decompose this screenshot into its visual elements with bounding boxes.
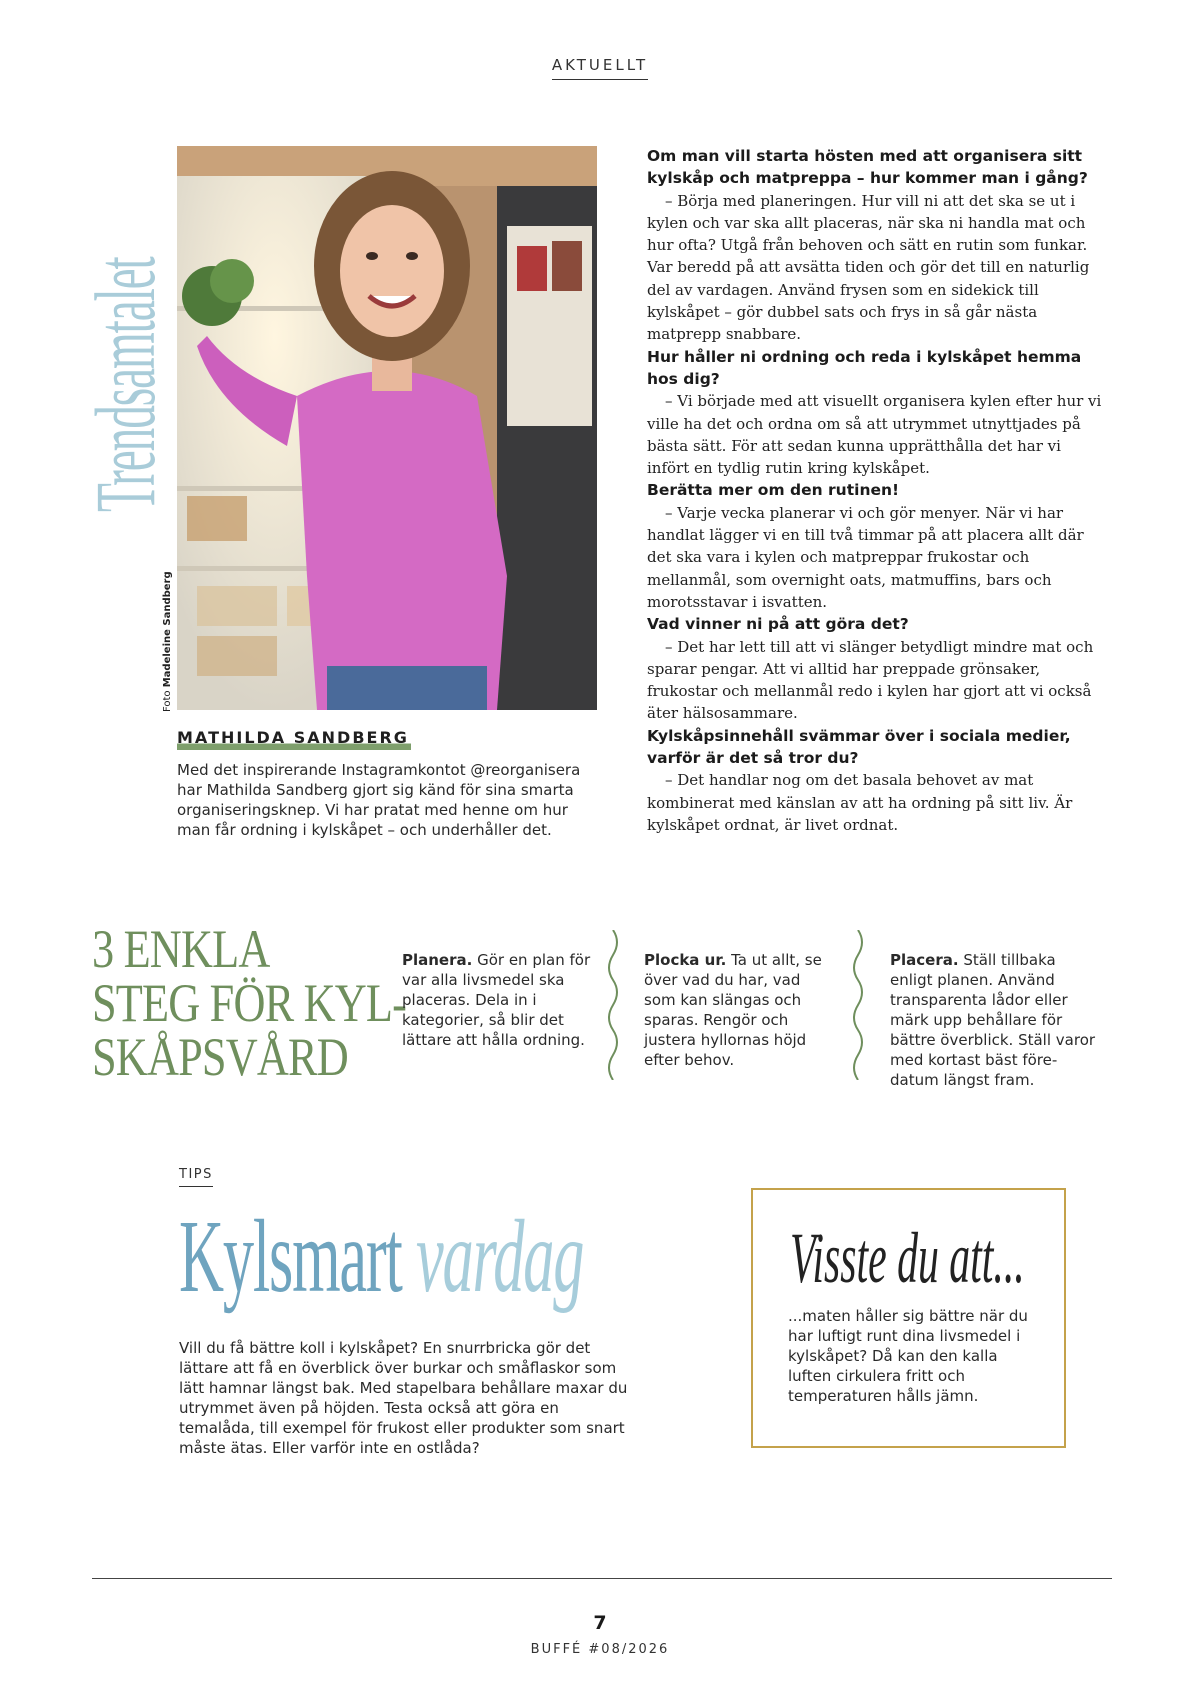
interview-question: Hur håller ni ordning och reda i kylskåpet hemma hos dig? — [647, 347, 1082, 388]
interview-answer: – Börja med planeringen. Hur vill ni att det ska se ut i kylen och var ska allt placeras, när ska ni handla mat och hur ofta? Utgå från behoven och sätt en rutin som funkar. Var beredd på att avsätta tiden och gör det till en naturlig del av vardagen. Använd frysen som en sidekick till kylskåpet – gör dubbel sats och frys in så går nästa matprepp snabbare. — [647, 191, 1090, 344]
issue-label: BUFFÉ #08/2026 — [530, 1642, 670, 1657]
interview-question: Vad vinner ni på att göra det? — [647, 615, 909, 634]
page-number: 7 — [593, 1612, 607, 1634]
photo-credit: Foto Madeleine Sandberg — [162, 571, 173, 712]
steps-heading: 3 ENKLA STEG FÖR KYL- SKÅPSVÅRD — [92, 919, 407, 1087]
interview-answer: – Det har lett till att vi slänger betydligt mindre mat och sparar pengar. Att vi alltid har preppade grönsaker, frukostar och mellanmål redo i kylen har gjort att vi också äter hälsosammare. — [647, 637, 1094, 723]
feature-intro: Med det inspirerande Instagramkontot @reorganisera har Mathilda Sandberg gjort sig känd för sina smarta organiseringsknep. Vi har pratat med henne om hur man får ordning i kylskåpet – och underhåller det. — [177, 761, 581, 839]
tips-label: TIPS — [179, 1167, 213, 1187]
interview-question: Kylskåpsinnehåll svämmar över i sociala medier, varför är det så tror du? — [647, 726, 1071, 768]
interview-column — [647, 145, 1107, 836]
portrait-photo — [177, 146, 597, 710]
tips-title: Kylsmart vardag — [179, 1199, 584, 1314]
step-planera: Planera. Gör en plan för var alla livsmedel ska placeras. Dela in i kategorier, så blir det lättare att hålla ordning. — [402, 951, 591, 1049]
interview-question: Berätta mer om den rutinen! — [647, 481, 900, 500]
section-label: AKTUELLT — [0, 56, 1200, 80]
tips-body: Vill du få bättre koll i kylskåpet? En snurrbricka gör det lättare att få en överblick över burkar och småflaskor som lätt hamnar längst bak. Med stapelbara behållare maxar du utrymmet även på höjden. Testa också att göra en temalåda, till exempel för frukost eller produkter som snart måste ätas. Eller varför inte en ostlåda? — [179, 1339, 628, 1457]
fact-box-title: Visste du att... — [790, 1218, 1025, 1298]
fact-box-body: ...maten håller sig bättre när du har luftigt runt dina livsmedel i kylskåpet? Då kan den kalla luften cirkulera fritt och temperaturen hålls jämn. — [788, 1307, 1028, 1405]
interviewee-name: MATHILDA SANDBERG — [177, 728, 411, 750]
interview-answer: – Varje vecka planerar vi och gör menyer. När vi har handlat lägger vi en till två timmar på att placera allt där det ska vara i kylen och matpreppar frukostar och mellanmål, som overnight oats, matmuffins, bars och morotsstavar i isvatten. — [647, 503, 1084, 611]
interview-answer: – Vi började med att visuellt organisera kylen efter hur vi ville ha det och ordna om så att utrymmet utnyttjades på bästa sätt. För att sedan kunna upprätthålla det har vi infört en tydlig rutin kring kylskåpet. — [647, 392, 1102, 478]
step-placera: Placera. Ställ tillbaka enligt planen. Använd transparenta lådor eller märk upp behållare för bättre överblick. Ställ varor med kortast bäst före-datum längst fram. — [890, 951, 1096, 1089]
interview-question: Om man vill starta hösten med att organisera sitt kylskåp och matpreppa – hur kommer man i gång? — [647, 147, 1088, 188]
squiggle-divider — [605, 930, 621, 1080]
vertical-feature-title: Trendsamtalet — [77, 257, 173, 512]
interview-answer: – Det handlar nog om det basala behovet av mat kombinerat med känslan av att ha ordning på sitt liv. Är kylskåpet ordnat, är livet ordnat. — [647, 771, 1073, 834]
footer-divider — [92, 1578, 1112, 1579]
step-plocka-ur: Plocka ur. Ta ut allt, se över vad du har, vad som kan slängas och sparas. Rengör och justera hyllornas höjd efter behov. — [644, 951, 822, 1069]
squiggle-divider — [850, 930, 866, 1080]
